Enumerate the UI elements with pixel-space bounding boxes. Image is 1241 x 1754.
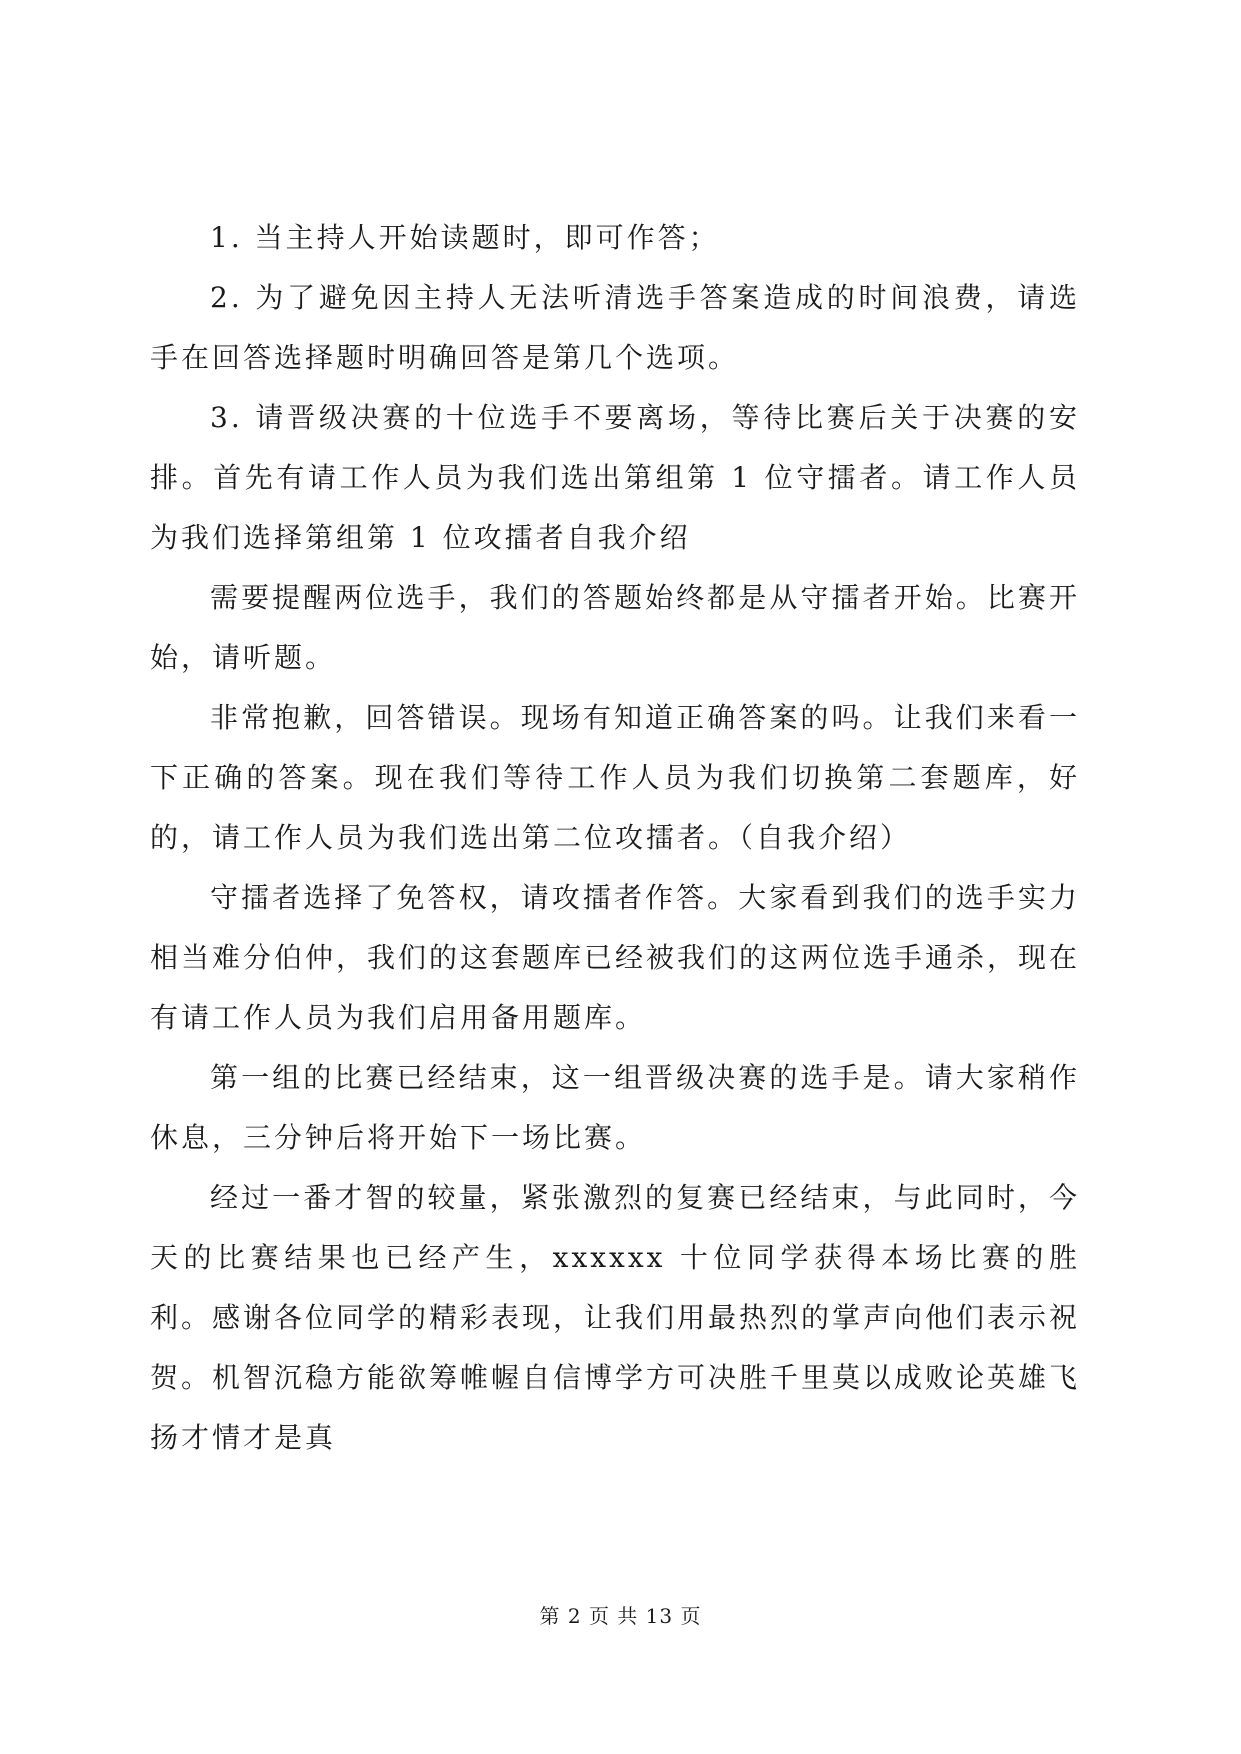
document-body (150, 208, 1080, 1468)
paragraph-reminder: 需要提醒两位选手，我们的答题始终都是从守擂者开始。比赛开始，请听题。 (150, 581, 1080, 674)
page-number-footer: 第 2 页 共 13 页 (539, 1604, 702, 1628)
paragraph-rule-2: 2. 为了避免因主持人无法听清选手答案造成的时间浪费，请选手在回答选择题时明确回答是第几个选项。 (150, 281, 1080, 374)
paragraph-exemption: 守擂者选择了免答权，请攻擂者作答。大家看到我们的选手实力相当难分伯仲，我们的这套题库已经被我们的这两位选手通杀，现在有请工作人员为我们启用备用题库。 (150, 881, 1081, 1034)
paragraph-wrong-answer: 非常抱歉，回答错误。现场有知道正确答案的吗。让我们来看一下正确的答案。现在我们等待工作人员为我们切换第二套题库，好的，请工作人员为我们选出第二位攻擂者。（自我介绍） (150, 701, 1080, 854)
paragraph-rule-3: 3. 请晋级决赛的十位选手不要离场，等待比赛后关于决赛的安排。首先有请工作人员为我们选出第组第 1 位守擂者。请工作人员为我们选择第组第 1 位攻擂者自我介绍 (150, 401, 1080, 554)
paragraph-group-end: 第一组的比赛已经结束，这一组晋级决赛的选手是。请大家稍作休息，三分钟后将开始下一场比赛。 (150, 1061, 1080, 1154)
paragraph-rule-1: 1. 当主持人开始读题时，即可作答； (210, 221, 720, 254)
paragraph-closing: 经过一番才智的较量，紧张激烈的复赛已经结束，与此同时，今天的比赛结果也已经产生，xxxxxx 十位同学获得本场比赛的胜利。感谢各位同学的精彩表现，让我们用最热烈的掌声向他们表示祝贺。机智沉稳方能欲筹帷幄自信博学方可决胜千里莫以成败论英雄飞扬才情才是真 (150, 1181, 1081, 1454)
